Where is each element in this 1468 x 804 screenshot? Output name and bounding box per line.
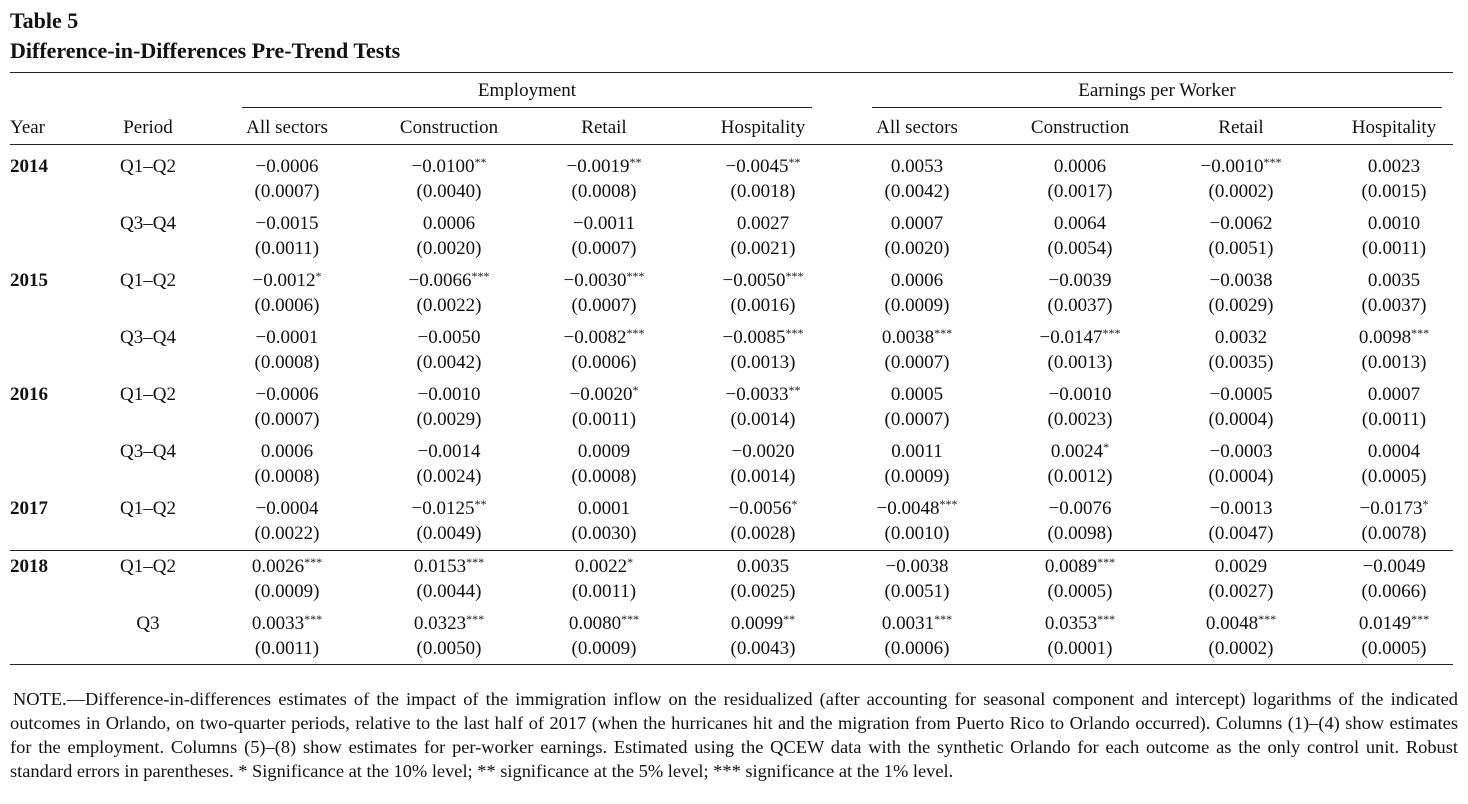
standard-error-cell: (0.0010) <box>884 523 950 544</box>
estimate-value: −0.0001 <box>255 327 319 348</box>
estimate-value: −0.0066 <box>408 270 472 291</box>
standard-error-cell: (0.0020) <box>416 238 482 259</box>
standard-error-cell: (0.0002) <box>1208 181 1274 202</box>
estimate-cell <box>409 268 490 293</box>
standard-error-cell: (0.0008) <box>254 352 320 373</box>
estimate-value: −0.0056 <box>728 498 792 519</box>
significance-stars: *** <box>626 326 645 340</box>
estimate-value: −0.0011 <box>572 213 636 234</box>
estimate-cell <box>882 611 952 636</box>
estimate-value: 0.0323 <box>413 613 467 634</box>
estimate-cell <box>252 554 322 579</box>
estimate-cell <box>1054 211 1106 236</box>
group-header-earnings: Earnings per Worker <box>1078 80 1236 101</box>
estimate-value: −0.0010 <box>1200 156 1264 177</box>
standard-error-cell: (0.0005) <box>1361 638 1427 659</box>
estimate-cell <box>564 325 645 350</box>
significance-stars: *** <box>934 326 953 340</box>
estimate-cell <box>882 325 952 350</box>
estimate-cell <box>726 154 801 179</box>
standard-error-cell: (0.0001) <box>1047 638 1113 659</box>
standard-error-cell: (0.0006) <box>884 638 950 659</box>
standard-error-cell: (0.0008) <box>254 466 320 487</box>
standard-error-cell: (0.0023) <box>1047 409 1113 430</box>
significance-stars: * <box>1422 497 1429 511</box>
standard-error-cell: (0.0011) <box>571 581 637 602</box>
standard-error-cell: (0.0037) <box>1047 295 1113 316</box>
estimate-cell <box>1368 439 1420 464</box>
standard-error-cell: (0.0051) <box>1208 238 1274 259</box>
significance-stars: *** <box>1102 326 1121 340</box>
estimate-value: −0.0030 <box>563 270 627 291</box>
estimate-cell <box>1368 154 1420 179</box>
estimate-value: −0.0147 <box>1039 327 1103 348</box>
estimate-cell <box>732 439 795 464</box>
estimate-value: 0.0024 <box>1050 441 1104 462</box>
estimate-value: 0.0027 <box>736 213 790 234</box>
estimate-value: 0.0149 <box>1358 613 1412 634</box>
estimate-value: 0.0032 <box>1214 327 1268 348</box>
estimate-cell <box>1368 211 1420 236</box>
standard-error-cell: (0.0009) <box>884 466 950 487</box>
standard-error-cell: (0.0025) <box>730 581 796 602</box>
estimate-value: −0.0005 <box>1209 384 1273 405</box>
year-column-header: Year <box>10 117 46 138</box>
estimate-value: 0.0048 <box>1205 613 1259 634</box>
estimate-cell <box>253 268 322 293</box>
significance-stars: *** <box>785 269 804 283</box>
estimate-value: −0.0006 <box>255 384 319 405</box>
estimate-value: −0.0082 <box>563 327 627 348</box>
estimate-cell <box>891 382 943 407</box>
column-header-employment-all-sectors: All sectors <box>246 117 328 138</box>
top-rule <box>10 72 1453 73</box>
estimate-cell <box>723 325 804 350</box>
estimate-value: 0.0033 <box>251 613 305 634</box>
row-period: Q1–Q2 <box>120 384 176 405</box>
column-header-earnings-construction: Construction <box>1030 117 1130 138</box>
standard-error-cell: (0.0007) <box>571 295 637 316</box>
standard-error-cell: (0.0016) <box>730 295 796 316</box>
estimate-cell <box>1210 496 1273 521</box>
estimate-value: 0.0006 <box>1053 156 1107 177</box>
table-note: NOTE.—Difference-in-differences estimates of the impact of the immigration inflow on the residualized (after accounting for seasonal component and intercept) logarithms of the indicated outcomes in Orlando, on two-quarter periods, relative to the last half of 2017 (when the hurricanes hit and the migration from Puerto Rico to Orlando occurred). Columns (1)–(4) show estimates for the employment. Columns (5)–(8) show estimates for per-worker earnings. Estimated using the QCEW data with the synthetic Orlando for each outcome as the only control unit. Robust standard errors in parentheses. * Significance at the 10% level; ** significance at the 5% level; *** significance at the 1% level. <box>10 689 1458 781</box>
standard-error-cell: (0.0042) <box>884 181 950 202</box>
estimate-value: −0.0014 <box>417 441 481 462</box>
standard-error-cell: (0.0017) <box>1047 181 1113 202</box>
standard-error-cell: (0.0008) <box>571 181 637 202</box>
significance-stars: ** <box>788 155 801 169</box>
column-header-employment-hospitality: Hospitality <box>720 117 806 138</box>
row-year: 2015 <box>10 270 48 291</box>
standard-error-cell: (0.0006) <box>571 352 637 373</box>
estimate-value: 0.0007 <box>890 213 944 234</box>
row-period: Q3–Q4 <box>120 213 176 234</box>
significance-stars: *** <box>626 269 645 283</box>
standard-error-cell: (0.0004) <box>1208 466 1274 487</box>
column-header-employment-construction: Construction <box>399 117 499 138</box>
estimate-value: −0.0173 <box>1359 498 1423 519</box>
standard-error-cell: (0.0024) <box>416 466 482 487</box>
standard-error-cell: (0.0022) <box>416 295 482 316</box>
estimate-cell <box>1040 325 1121 350</box>
standard-error-cell: (0.0011) <box>254 238 320 259</box>
estimate-cell <box>723 268 804 293</box>
standard-error-cell: (0.0037) <box>1361 295 1427 316</box>
standard-error-cell: (0.0054) <box>1047 238 1113 259</box>
significance-stars: *** <box>1411 326 1430 340</box>
estimate-cell <box>1049 268 1112 293</box>
estimate-cell <box>886 554 949 579</box>
estimate-value: 0.0098 <box>1358 327 1412 348</box>
estimate-cell <box>1359 325 1429 350</box>
estimate-cell <box>891 211 943 236</box>
standard-error-cell: (0.0020) <box>884 238 950 259</box>
column-header-earnings-hospitality: Hospitality <box>1351 117 1437 138</box>
estimate-value: −0.0019 <box>566 156 630 177</box>
standard-error-cell: (0.0015) <box>1361 181 1427 202</box>
significance-stars: ** <box>629 155 642 169</box>
standard-error-cell: (0.0050) <box>416 638 482 659</box>
estimate-cell <box>891 439 943 464</box>
period-column-header: Period <box>123 117 173 138</box>
standard-error-cell: (0.0049) <box>416 523 482 544</box>
estimate-cell <box>1215 554 1267 579</box>
estimate-value: 0.0023 <box>1367 156 1421 177</box>
estimate-cell <box>891 268 943 293</box>
significance-stars: * <box>791 497 798 511</box>
estimate-cell <box>256 382 319 407</box>
standard-error-cell: (0.0007) <box>884 409 950 430</box>
estimate-value: 0.0006 <box>890 270 944 291</box>
estimate-value: −0.0003 <box>1209 441 1273 462</box>
estimate-cell <box>1368 268 1420 293</box>
estimate-value: −0.0015 <box>255 213 319 234</box>
estimate-value: −0.0125 <box>411 498 475 519</box>
estimate-value: −0.0050 <box>417 327 481 348</box>
standard-error-cell: (0.0006) <box>254 295 320 316</box>
estimate-value: 0.0022 <box>574 556 628 577</box>
row-year: 2014 <box>10 156 48 177</box>
estimate-cell <box>573 211 635 236</box>
significance-stars: *** <box>304 555 323 569</box>
standard-error-cell: (0.0014) <box>730 409 796 430</box>
estimate-cell <box>423 211 475 236</box>
table-caption: Difference-in-Differences Pre-Trend Tests <box>10 38 401 63</box>
standard-error-cell: (0.0007) <box>254 181 320 202</box>
standard-error-cell: (0.0027) <box>1208 581 1274 602</box>
post-period-rule <box>10 550 1453 551</box>
significance-stars: *** <box>1097 555 1116 569</box>
significance-stars: *** <box>939 497 958 511</box>
estimate-value: −0.0010 <box>417 384 481 405</box>
standard-error-cell: (0.0013) <box>1047 352 1113 373</box>
estimate-cell <box>891 154 943 179</box>
row-period: Q1–Q2 <box>120 556 176 577</box>
estimate-cell <box>1215 325 1267 350</box>
estimate-cell <box>731 611 795 636</box>
employment-group-rule <box>242 107 812 108</box>
estimate-value: 0.0099 <box>730 613 784 634</box>
standard-error-cell: (0.0013) <box>1361 352 1427 373</box>
estimate-value: −0.0004 <box>255 498 319 519</box>
standard-error-cell: (0.0011) <box>571 409 637 430</box>
standard-error-cell: (0.0028) <box>730 523 796 544</box>
estimate-value: 0.0035 <box>736 556 790 577</box>
standard-error-cell: (0.0021) <box>730 238 796 259</box>
table-title <box>10 6 400 66</box>
estimate-value: 0.0007 <box>1367 384 1421 405</box>
estimate-value: 0.0038 <box>881 327 935 348</box>
standard-error-cell: (0.0018) <box>730 181 796 202</box>
estimate-cell <box>1360 496 1429 521</box>
row-year: 2018 <box>10 556 48 577</box>
standard-error-cell: (0.0007) <box>884 352 950 373</box>
standard-error-cell: (0.0078) <box>1361 523 1427 544</box>
estimate-cell <box>256 496 319 521</box>
estimate-cell <box>418 325 481 350</box>
standard-error-cell: (0.0040) <box>416 181 482 202</box>
standard-error-cell: (0.0002) <box>1208 638 1274 659</box>
estimate-value: 0.0009 <box>577 441 631 462</box>
estimate-value: 0.0029 <box>1214 556 1268 577</box>
estimate-value: 0.0064 <box>1053 213 1107 234</box>
row-period: Q1–Q2 <box>120 156 176 177</box>
estimate-cell <box>1049 382 1112 407</box>
estimate-cell <box>578 439 630 464</box>
significance-stars: *** <box>466 555 485 569</box>
estimate-cell <box>729 496 798 521</box>
estimate-cell <box>737 554 789 579</box>
estimate-cell <box>1054 154 1106 179</box>
estimate-value: −0.0062 <box>1209 213 1273 234</box>
standard-error-cell: (0.0047) <box>1208 523 1274 544</box>
estimate-value: 0.0006 <box>422 213 476 234</box>
estimate-value: 0.0153 <box>413 556 467 577</box>
estimate-cell <box>726 382 801 407</box>
estimate-value: 0.0010 <box>1367 213 1421 234</box>
standard-error-cell: (0.0030) <box>571 523 637 544</box>
estimate-cell <box>564 268 645 293</box>
standard-error-cell: (0.0004) <box>1208 409 1274 430</box>
significance-stars: *** <box>304 612 323 626</box>
estimate-cell <box>412 154 487 179</box>
estimate-cell <box>418 382 481 407</box>
estimate-cell <box>569 611 639 636</box>
significance-stars: *** <box>1097 612 1116 626</box>
estimate-value: −0.0020 <box>731 441 795 462</box>
table-number: Table 5 <box>10 8 79 33</box>
standard-error-cell: (0.0035) <box>1208 352 1274 373</box>
standard-error-cell: (0.0042) <box>416 352 482 373</box>
estimate-cell <box>567 154 642 179</box>
estimate-cell <box>1359 611 1429 636</box>
row-period: Q1–Q2 <box>120 498 176 519</box>
estimate-value: 0.0053 <box>890 156 944 177</box>
estimate-cell <box>737 211 789 236</box>
row-year: 2017 <box>10 498 48 519</box>
estimate-value: 0.0035 <box>1367 270 1421 291</box>
estimate-value: −0.0045 <box>725 156 789 177</box>
estimate-cell <box>1368 382 1420 407</box>
estimate-value: −0.0050 <box>722 270 786 291</box>
significance-stars: ** <box>474 497 487 511</box>
estimate-cell <box>1210 268 1273 293</box>
estimate-cell <box>418 439 481 464</box>
standard-error-cell: (0.0005) <box>1361 466 1427 487</box>
row-period: Q1–Q2 <box>120 270 176 291</box>
standard-error-cell: (0.0009) <box>571 638 637 659</box>
estimate-value: −0.0038 <box>1209 270 1273 291</box>
estimate-value: 0.0001 <box>577 498 631 519</box>
estimate-cell <box>1210 382 1273 407</box>
significance-stars: * <box>315 269 322 283</box>
standard-error-cell: (0.0029) <box>416 409 482 430</box>
significance-stars: *** <box>785 326 804 340</box>
earnings-group-rule <box>872 107 1442 108</box>
standard-error-cell: (0.0066) <box>1361 581 1427 602</box>
estimate-value: −0.0012 <box>252 270 316 291</box>
standard-error-cell: (0.0008) <box>571 466 637 487</box>
estimate-value: −0.0076 <box>1048 498 1112 519</box>
bottom-rule <box>10 664 1453 665</box>
significance-stars: *** <box>1263 155 1282 169</box>
significance-stars: ** <box>788 383 801 397</box>
standard-error-cell: (0.0022) <box>254 523 320 544</box>
row-period: Q3–Q4 <box>120 441 176 462</box>
estimate-cell <box>877 496 958 521</box>
standard-error-cell: (0.0005) <box>1047 581 1113 602</box>
significance-stars: * <box>627 555 634 569</box>
estimate-cell <box>1049 496 1112 521</box>
estimate-value: 0.0080 <box>568 613 622 634</box>
estimate-cell <box>1045 554 1115 579</box>
standard-error-cell: (0.0029) <box>1208 295 1274 316</box>
estimate-cell <box>1206 611 1276 636</box>
significance-stars: *** <box>934 612 953 626</box>
estimate-cell <box>578 496 630 521</box>
estimate-cell <box>256 211 319 236</box>
estimate-value: −0.0100 <box>411 156 475 177</box>
estimate-cell <box>1210 211 1273 236</box>
estimate-cell <box>256 154 319 179</box>
estimate-cell <box>414 554 484 579</box>
group-header-employment: Employment <box>477 80 577 101</box>
column-header-employment-retail: Retail <box>581 117 627 138</box>
estimate-cell <box>1210 439 1273 464</box>
column-header-earnings-all-sectors: All sectors <box>876 117 958 138</box>
significance-stars: *** <box>1411 612 1430 626</box>
standard-error-cell: (0.0012) <box>1047 466 1113 487</box>
estimate-value: −0.0013 <box>1209 498 1273 519</box>
significance-stars: *** <box>471 269 490 283</box>
significance-stars: * <box>1103 440 1110 454</box>
estimate-cell <box>256 325 319 350</box>
standard-error-cell: (0.0011) <box>1361 409 1427 430</box>
standard-error-cell: (0.0009) <box>254 581 320 602</box>
estimate-value: −0.0049 <box>1362 556 1426 577</box>
standard-error-cell: (0.0013) <box>730 352 796 373</box>
estimate-value: 0.0089 <box>1044 556 1098 577</box>
standard-error-cell: (0.0007) <box>571 238 637 259</box>
estimate-value: 0.0006 <box>260 441 314 462</box>
estimate-value: 0.0353 <box>1044 613 1098 634</box>
standard-error-cell: (0.0044) <box>416 581 482 602</box>
standard-error-cell: (0.0051) <box>884 581 950 602</box>
estimate-cell <box>570 382 639 407</box>
significance-stars: ** <box>474 155 487 169</box>
estimate-value: 0.0004 <box>1367 441 1421 462</box>
estimate-value: 0.0005 <box>890 384 944 405</box>
estimate-cell <box>1363 554 1426 579</box>
column-header-earnings-retail: Retail <box>1218 117 1264 138</box>
standard-error-cell: (0.0098) <box>1047 523 1113 544</box>
estimate-cell <box>1045 611 1115 636</box>
estimate-value: −0.0010 <box>1048 384 1112 405</box>
standard-error-cell: (0.0014) <box>730 466 796 487</box>
estimate-value: −0.0006 <box>255 156 319 177</box>
row-period: Q3–Q4 <box>120 327 176 348</box>
standard-error-cell: (0.0009) <box>884 295 950 316</box>
estimate-cell <box>575 554 633 579</box>
standard-error-cell: (0.0011) <box>1361 238 1427 259</box>
header-rule <box>10 144 1453 145</box>
estimate-value: −0.0039 <box>1048 270 1112 291</box>
estimate-value: 0.0011 <box>891 441 943 462</box>
estimate-cell <box>412 496 487 521</box>
estimate-cell <box>252 611 322 636</box>
row-period: Q3 <box>136 613 160 634</box>
estimate-cell <box>1051 439 1109 464</box>
estimate-value: 0.0026 <box>251 556 305 577</box>
estimate-cell <box>414 611 484 636</box>
standard-error-cell: (0.0007) <box>254 409 320 430</box>
estimate-value: 0.0031 <box>881 613 935 634</box>
estimate-cell <box>1201 154 1282 179</box>
significance-stars: * <box>632 383 639 397</box>
significance-stars: *** <box>621 612 640 626</box>
row-year: 2016 <box>10 384 48 405</box>
significance-stars: ** <box>783 612 796 626</box>
standard-error-cell: (0.0011) <box>254 638 320 659</box>
significance-stars: *** <box>466 612 485 626</box>
estimate-value: −0.0048 <box>876 498 940 519</box>
estimate-value: −0.0033 <box>725 384 789 405</box>
estimate-value: −0.0085 <box>722 327 786 348</box>
estimate-value: −0.0020 <box>569 384 633 405</box>
standard-error-cell: (0.0043) <box>730 638 796 659</box>
significance-stars: *** <box>1258 612 1277 626</box>
estimate-value: −0.0038 <box>885 556 949 577</box>
estimate-cell <box>261 439 313 464</box>
